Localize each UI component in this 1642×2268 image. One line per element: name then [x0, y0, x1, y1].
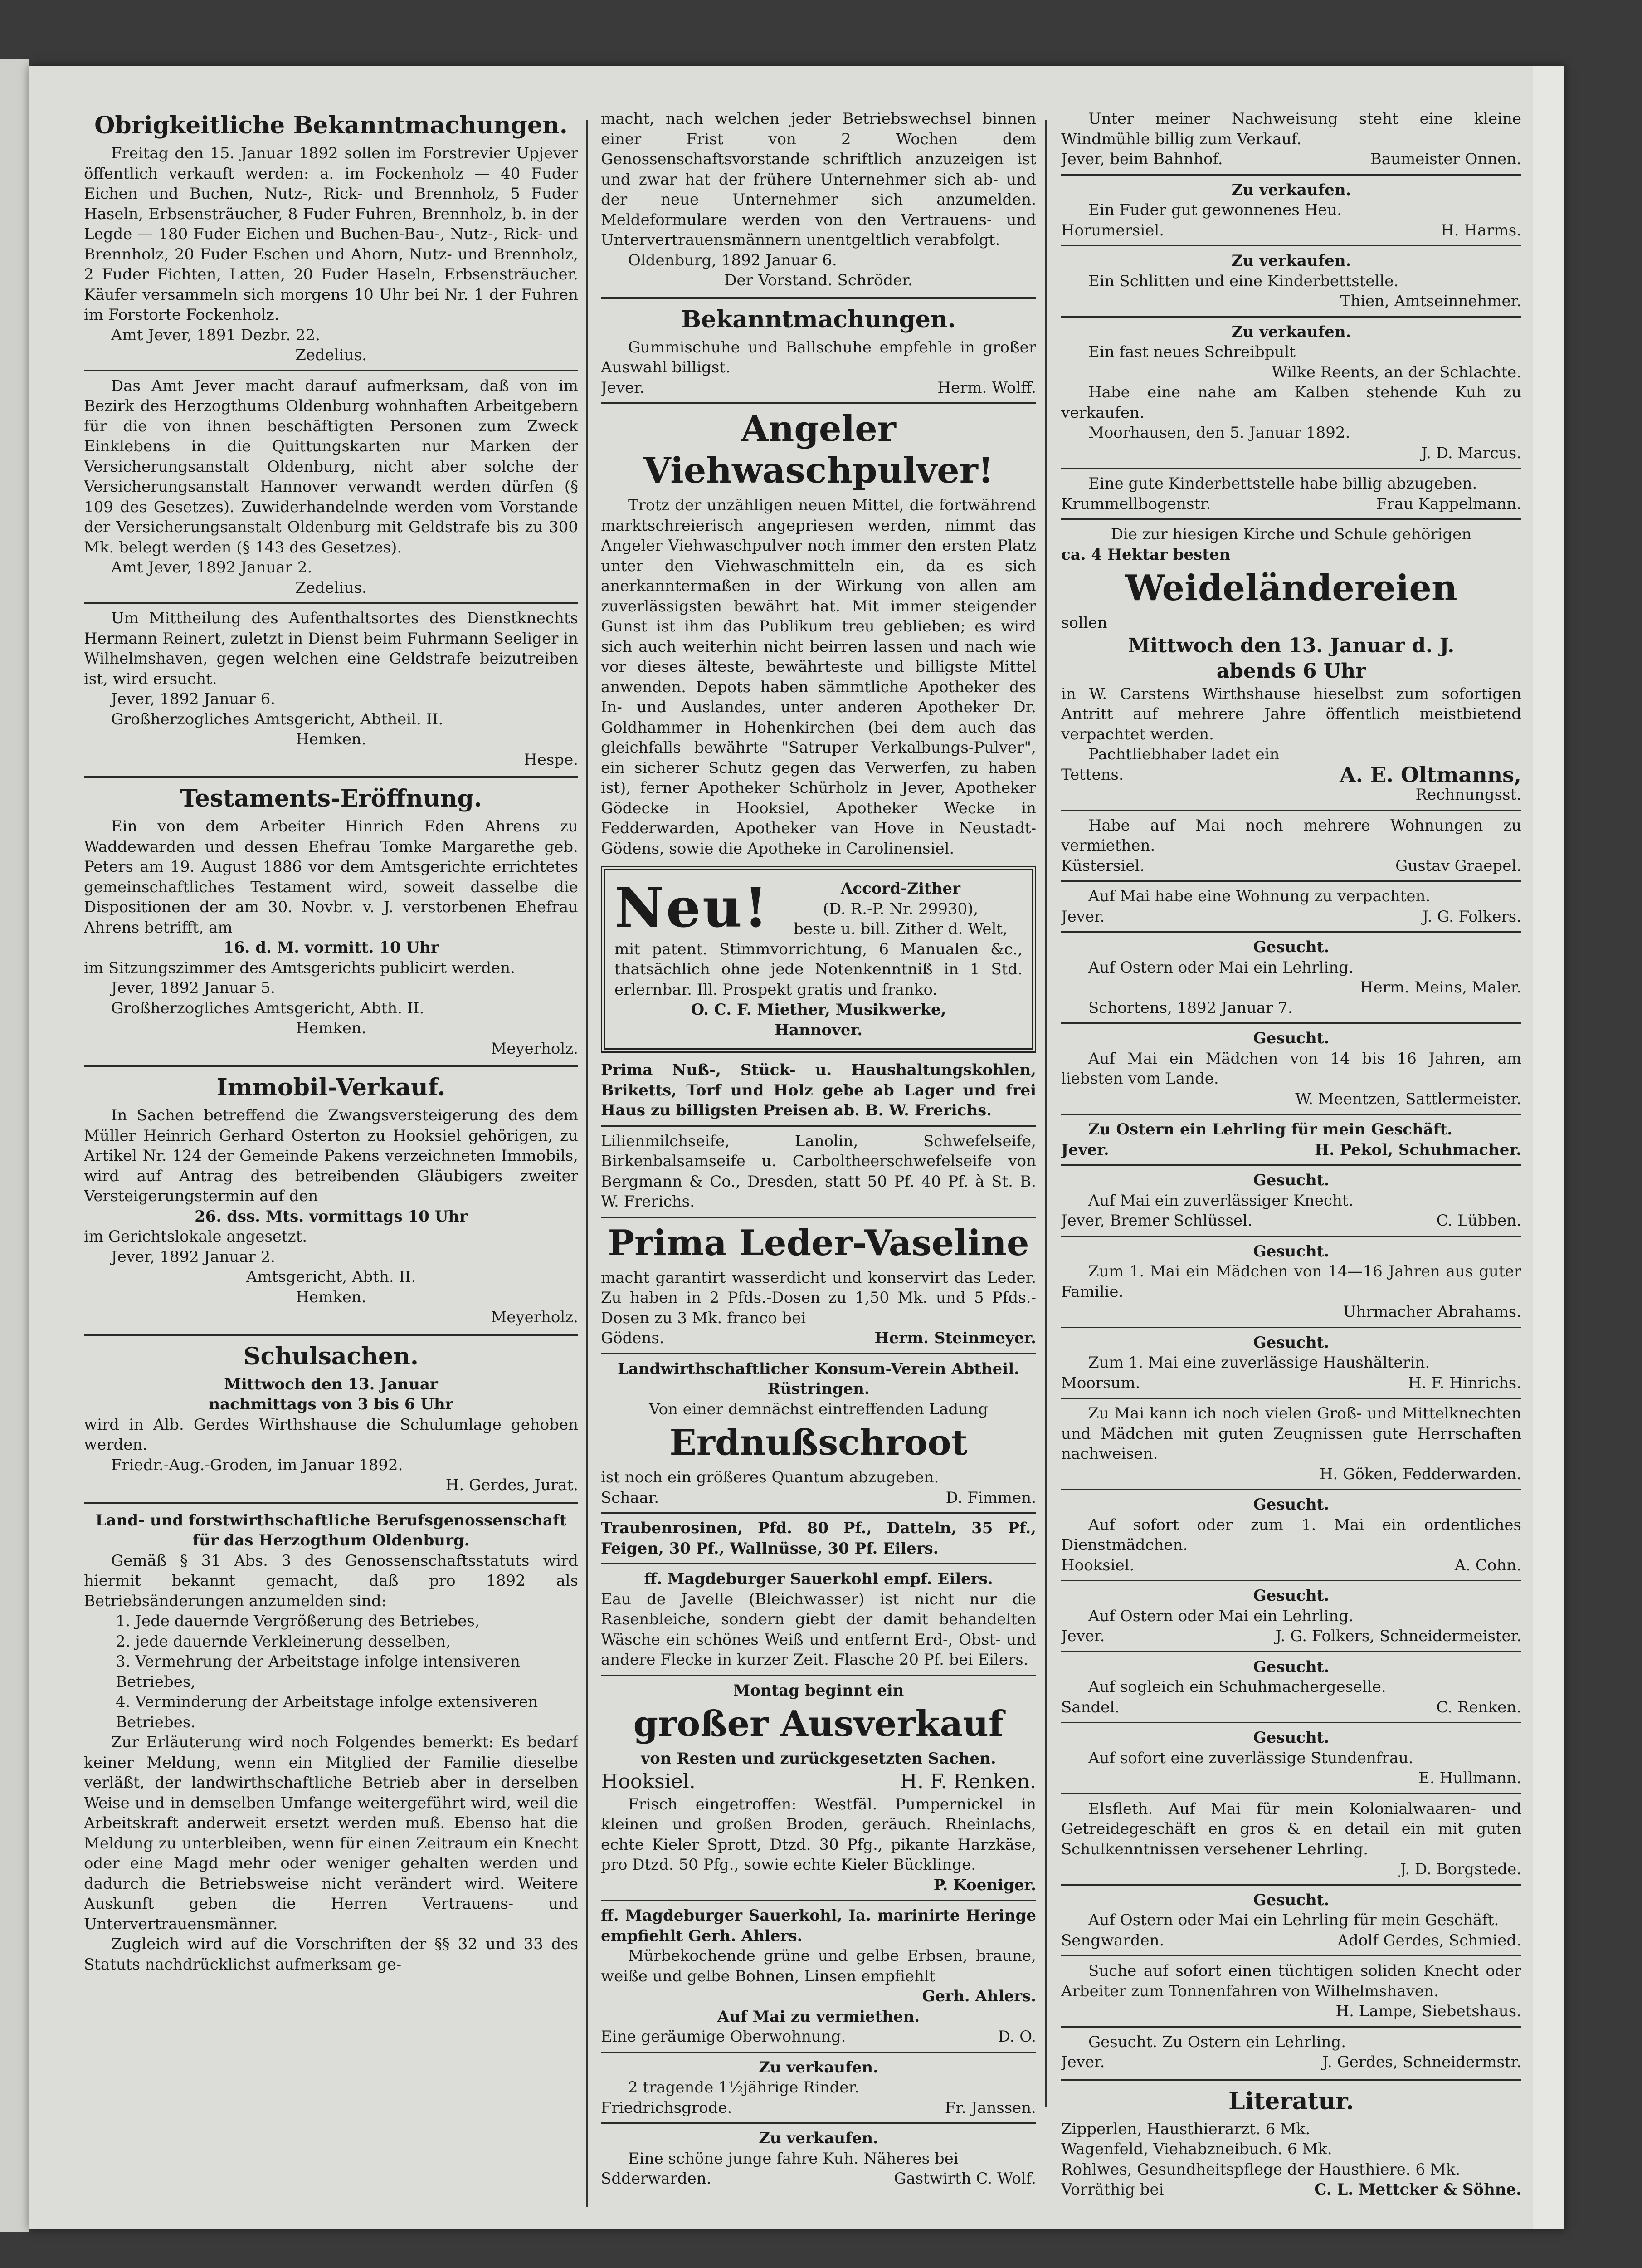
section-title: Testaments-Eröffnung.	[180, 785, 482, 812]
ad-place: Jever.	[1061, 1140, 1109, 1159]
divider	[601, 1563, 1036, 1564]
divider	[84, 776, 578, 778]
ad-text: Mürbekochende grüne und gelbe Erbsen, braune, weiße und gelbe Bohnen, Linsen empfiehlt	[601, 1947, 1036, 1985]
ad-headline: Gesucht.	[1253, 938, 1330, 956]
change-list	[84, 1611, 578, 1732]
ad-signature-line	[1061, 2052, 1521, 2072]
notice-text: Zugleich wird auf die Vorschriften der §§ 32 und 33 des Statuts nachdrücklichst aufmerksam ge-	[84, 1935, 578, 1974]
divider	[1061, 1884, 1521, 1886]
ad-line: von Resten und zurückgesetzten Sachen.	[641, 1750, 996, 1768]
ad-headline: Zu verkaufen.	[759, 2058, 878, 2077]
ad-headline: Gesucht.	[1253, 1242, 1330, 1261]
ad-text: Gummischuhe und Ballschuhe empfehle in großer Auswahl billigst.	[601, 338, 1036, 376]
divider	[601, 1217, 1036, 1218]
ad-text: Auf Mai ein Mädchen von 14 bis 16 Jahren, am liebsten vom Lande.	[1061, 1049, 1521, 1088]
ad-headline: Gesucht.	[1253, 1657, 1330, 1676]
divider	[1061, 1236, 1521, 1237]
book-entry: Rohlwes, Gesundheitspflege der Hausthiere. 6 Mk.	[1061, 2160, 1461, 2179]
ad-place: Schaar.	[601, 1488, 659, 1507]
divider	[601, 2052, 1036, 2053]
ad-text: Zu Ostern ein Lehrling für mein Geschäft.	[1088, 1120, 1452, 1139]
notice-court: Großherzogliches Amtsgericht, Abth. II.	[111, 999, 424, 1017]
ad-signature: A. E. Oltmanns,	[1340, 762, 1521, 787]
ad-text: Auf sogleich ein Schuhmachergeselle.	[1088, 1678, 1386, 1696]
ad-text: Frisch eingetroffen: Westfäl. Pumpernickel in kleinen und großen Broden, geräuch. Rheinlachs, echte Kieler Sprott, Dtzd. 30 Pfg., pikante Harzkäse, pro Dtzd. 50 Pfg., sowie echte Kieler Bücklinge.	[601, 1795, 1036, 1874]
ad-signature: Adolf Gerdes, Schmied.	[1337, 1931, 1521, 1950]
book-entry: Zipperlen, Hausthierarzt. 6 Mk.	[1061, 2120, 1311, 2138]
ad-signature: Herm. Steinmeyer.	[874, 1329, 1036, 1347]
ad-line: Montag beginnt ein	[733, 1681, 904, 1700]
ad-signature-line	[1061, 1626, 1521, 1647]
divider	[84, 1502, 578, 1504]
divider	[84, 1065, 578, 1067]
notice-text: im Gerichtslokale angesetzt.	[84, 1227, 307, 1246]
notice-when: Mittwoch den 13. Januar	[224, 1375, 438, 1393]
page-binding	[0, 59, 29, 2232]
ad-line: (D. R.-P. Nr. 29930),	[823, 899, 979, 918]
notice-signature: Hemken.	[296, 1288, 366, 1306]
ad-place: Jever.	[1061, 2053, 1105, 2071]
ad-place: Moorsum.	[1061, 1374, 1140, 1392]
ad-when: abends 6 Uhr	[1216, 659, 1366, 683]
ad-text: Auf Mai habe eine Wohnung zu verpachten.	[1088, 887, 1431, 905]
ad-text: ff. Magdeburger Sauerkohl empf. Eilers.	[644, 1570, 993, 1588]
ad-place: Friedrichsgrode.	[601, 2098, 732, 2117]
ad-signature: J. G. Folkers.	[1422, 907, 1521, 926]
notice-court: Amtsgericht, Abth. II.	[246, 1268, 416, 1286]
ad-place: Hooksiel.	[601, 1769, 696, 1793]
ad-text: Ein Schlitten und eine Kinderbettstelle.	[1088, 272, 1399, 290]
ad-signature: J. G. Folkers, Schneidermeister.	[1275, 1627, 1521, 1645]
ad-signature: Gerh. Ahlers.	[922, 1987, 1036, 2005]
ad-text: Ein fast neues Schreibpult	[1088, 343, 1296, 361]
ad-headline: Weideländereien	[1125, 567, 1457, 609]
column-3	[1061, 109, 1521, 2209]
ad-headline: Zu verkaufen.	[1231, 323, 1351, 341]
divider	[1061, 1580, 1521, 1581]
ad-headline: Gesucht.	[1253, 1496, 1330, 1514]
list-item: 3. Vermehrung der Arbeitstage infolge intensiveren Betriebes,	[116, 1652, 520, 1691]
newspaper-page	[29, 66, 1564, 2229]
notice-date: Amt Jever, 1891 Dezbr. 22.	[111, 326, 321, 344]
ad-place: Horumersiel.	[1061, 221, 1165, 240]
ad-text: Ein Fuder gut gewonnenes Heu.	[1088, 201, 1342, 219]
ad-signature-line	[601, 2027, 1036, 2047]
ad-signature: Hannover.	[774, 1021, 863, 1039]
list-item: 2. jede dauernde Verkleinerung desselben,	[116, 1632, 451, 1651]
ad-line: Die zur hiesigen Kirche und Schule gehörigen	[1111, 525, 1472, 543]
column-rule	[1045, 120, 1047, 2107]
divider	[1061, 1164, 1521, 1166]
ad-signature: D. O.	[998, 2028, 1036, 2046]
divider	[1061, 1114, 1521, 1115]
ad-text: mit patent. Stimmvorrichtung, 6 Manualen &c., thatsächlich ohne jede Notenkenntniß in 1 Std. erlernbar. Ill. Prospekt gratis und franko.	[614, 940, 1023, 999]
ad-signature-line	[601, 2169, 1036, 2189]
divider	[1061, 810, 1521, 811]
ad-text: Auf Ostern oder Mai ein Lehrling.	[1088, 958, 1354, 977]
ad-signature-line	[601, 1488, 1036, 1508]
ad-signature: Herm. Meins, Maler.	[1359, 978, 1521, 997]
divider	[1061, 245, 1521, 246]
notice-text: wird in Alb. Gerdes Wirthshause die Schulumlage gehoben werden.	[84, 1415, 578, 1454]
ad-signature-line	[1061, 856, 1521, 876]
ad-signature-line	[601, 378, 1036, 398]
ad-signature: H. F. Hinrichs.	[1408, 1374, 1521, 1392]
ad-place: Hooksiel.	[1061, 1556, 1135, 1574]
ad-place: Sengwarden.	[1061, 1931, 1165, 1950]
ad-line: ca. 4 Hektar besten	[1061, 545, 1231, 564]
section-title: Obrigkeitliche Bekanntmachungen.	[94, 112, 568, 139]
divider	[601, 1353, 1036, 1354]
ad-signature-line	[1061, 1931, 1521, 1951]
ad-text: Gesucht. Zu Ostern ein Lehrling.	[1088, 2033, 1346, 2051]
ad-signature: Gustav Graepel.	[1395, 856, 1521, 875]
section-title: Immobil-Verkauf.	[216, 1074, 446, 1101]
ad-place: Jever.	[1061, 1627, 1105, 1645]
ad-signature: E. Hullmann.	[1418, 1769, 1521, 1787]
divider	[1061, 1022, 1521, 1024]
notice-signature: Meyerholz.	[491, 1308, 578, 1326]
ad-signature-line	[601, 1328, 1036, 1349]
ad-line: Vorräthig bei	[1061, 2180, 1164, 2199]
ad-signature-line	[1061, 1697, 1521, 1718]
ad-signature-line	[1061, 1555, 1521, 1576]
ad-signature: W. Meentzen, Sattlermeister.	[1295, 1090, 1521, 1108]
notice-text: Um Mittheilung des Aufenthaltsortes des Dienstknechts Hermann Reinert, zuletzt in Dienst beim Fuhrmann Seeliger in Wilhelmshaven, gegen welchen eine Geldstrafe beizutreiben ist, wird ersucht.	[84, 609, 578, 688]
notice-when: 16. d. M. vormitt. 10 Uhr	[223, 938, 439, 957]
notice-date: Jever, 1892 Januar 6.	[111, 690, 276, 708]
ad-text: Elsfleth. Auf Mai für mein Kolonialwaaren- und Getreidegeschäft en gros & en detail ein mit guten Schulkenntnissen versehener Lehrling.	[1061, 1799, 1521, 1858]
ad-text: Auf sofort eine zuverlässige Stundenfrau.	[1088, 1749, 1413, 1767]
ad-headline: Zu verkaufen.	[1231, 252, 1351, 270]
ad-text: Lilienmilchseife, Lanolin, Schwefelseife, Birkenbalsamseife u. Carbolthеerschwefelseife von Bergmann & Co., Dresden, statt 50 Pf. 40 Pf. à St. B. W. Frerichs.	[601, 1132, 1036, 1211]
notice-date: Friedr.-Aug.-Groden, im Januar 1892.	[111, 1456, 403, 1474]
ad-text: Suche auf sofort einen tüchtigen soliden Knecht oder Arbeiter zum Tonnenfahren von Wilhelmshaven.	[1061, 1962, 1521, 2000]
ad-headline: Gesucht.	[1253, 1729, 1330, 1747]
ad-headline: Auf Mai zu vermiethen.	[717, 2007, 920, 2026]
ad-text: Eine geräumige Oberwohnung.	[601, 2028, 846, 2046]
divider	[1061, 1398, 1521, 1399]
ad-signature: C. Lübben.	[1436, 1212, 1521, 1230]
ad-signature-line	[1061, 1373, 1521, 1393]
section-title: Bekanntmachungen.	[681, 305, 956, 333]
notice-signature: Meyerholz.	[491, 1039, 578, 1058]
ad-signature: H. Harms.	[1441, 221, 1521, 240]
ad-headline: Gesucht.	[1253, 1029, 1330, 1047]
divider	[1061, 1651, 1521, 1652]
ad-text: ist noch ein größeres Quantum abzugeben.	[601, 1468, 939, 1486]
ad-place: Küstersiel.	[1061, 856, 1145, 875]
ad-text: Habe eine nahe am Kalben stehende Kuh zu verkaufen.	[1061, 383, 1521, 422]
ad-text: Zu Mai kann ich noch vielen Groß- und Mittelknechten und Mädchen mit guten Zeugnissen gute Herrschaften nachweisen.	[1061, 1404, 1521, 1463]
notice-signature: Zedelius.	[295, 578, 367, 597]
notice-signature: Der Vorstand. Schröder.	[724, 271, 913, 289]
ad-signature: H. Lampe, Siebetshaus.	[1335, 2002, 1521, 2020]
divider	[601, 1675, 1036, 1676]
divider	[1061, 931, 1521, 933]
ad-signature-line	[1061, 762, 1521, 787]
ad-signature: D. Fimmen.	[945, 1488, 1036, 1507]
ad-text: Auf Ostern oder Mai ein Lehrling.	[1088, 1607, 1354, 1625]
notice-date: Oldenburg, 1892 Januar 6.	[628, 251, 837, 269]
divider	[601, 1900, 1036, 1901]
ad-date: Schortens, 1892 Januar 7.	[1088, 998, 1293, 1017]
ad-headline: Gesucht.	[1253, 1171, 1330, 1189]
ad-signature: P. Koeniger.	[933, 1876, 1036, 1894]
ad-text: Eine gute Kinderbettstelle habe billig abzugeben.	[1088, 474, 1477, 493]
notice-when: nachmittags von 3 bis 6 Uhr	[209, 1395, 453, 1413]
ad-signature-line	[1061, 494, 1521, 514]
ad-text: Auf sofort oder zum 1. Mai ein ordentliches Dienstmädchen.	[1061, 1515, 1521, 1554]
ad-signature: Rechnungsst.	[1415, 786, 1521, 804]
ad-line: Von einer demnächst eintreffenden Ladung	[649, 1400, 988, 1418]
ad-text: 2 tragende 1½jährige Rinder.	[628, 2078, 859, 2097]
ad-text: Zum 1. Mai eine zuverlässige Haushälterin.	[1088, 1354, 1430, 1372]
divider	[1061, 1793, 1521, 1794]
ad-signature: H. Pekol, Schuhmacher.	[1314, 1140, 1521, 1159]
ad-headline: Erdnußschroot	[669, 1422, 968, 1463]
section-title: Schulsachen.	[243, 1342, 419, 1370]
ad-line: sollen	[1061, 614, 1107, 632]
ad-text: Zum 1. Mai ein Mädchen von 14—16 Jahren aus guter Familie.	[1061, 1262, 1521, 1301]
ad-headline: großer Ausverkauf	[633, 1703, 1004, 1745]
divider	[1061, 2026, 1521, 2028]
divider	[1061, 880, 1521, 882]
notice-date: Jever, 1892 Januar 5.	[111, 979, 276, 997]
notice-text: macht, nach welchen jeder Betriebswechsel binnen einer Frist von 2 Wochen dem Genossenschaftsvorstande schriftlich anzuzeigen ist und zwar hat der frühere Unternehmer sich ab- und der neue Unternehmer sich anzumelden. Meldeformulare werden von den Vertrauens- und Untervertrauensmännern unentgeltlich verabfolgt.	[601, 110, 1036, 249]
ad-place: Jever, Bremer Schlüssel.	[1061, 1212, 1252, 1230]
ad-signature: Gastwirth C. Wolf.	[894, 2170, 1036, 2188]
notice-signature: Hespe.	[524, 750, 578, 769]
ad-signature-line	[1061, 149, 1521, 170]
ad-signature: Baumeister Onnen.	[1370, 150, 1521, 168]
ad-signature: Wilke Reents, an der Schlachte.	[1272, 363, 1521, 381]
ad-signature: J. D. Marcus.	[1421, 444, 1521, 462]
ad-text: Eine schöne junge fahre Kuh. Näheres bei	[628, 2149, 959, 2168]
notice-text: Das Amt Jever macht darauf aufmerksam, daß von im Bezirk des Herzogthums Oldenburg wohnhaften Arbeitgebern für die von ihnen beschäftigten Personen zum Zweck Einklebens in die Quittungskarten nur Marken der Versicherungsanstalt Oldenburg, nicht aber solche der Versicherungsanstalt Hannover verwandt werden dürfen (§ 109 des Gesetzes). Zuwiderhandelnde werden vom Vorstande der Versicherungsanstalt Oldenburg mit Geldstrafe bis zu 300 Mk. belegt werden (§ 143 des Gesetzes).	[84, 376, 578, 557]
ad-place: Krummellbogenstr.	[1061, 494, 1211, 513]
ad-signature: Thien, Amtseinnehmer.	[1340, 292, 1521, 310]
divider	[601, 1125, 1036, 1127]
ad-headline: Zu verkaufen.	[1231, 181, 1351, 199]
notice-when: 26. dss. Mts. vormittags 10 Uhr	[195, 1207, 468, 1226]
divider	[84, 602, 578, 604]
notice-date: Amt Jever, 1892 Januar 2.	[111, 558, 312, 577]
ad-signature: Uhrmacher Abrahams.	[1343, 1303, 1521, 1321]
ad-place: Jever, beim Bahnhof.	[1061, 150, 1223, 168]
ad-text: ff. Magdeburger Sauerkohl, Ia. marinirte Heringe empfiehlt Gerh. Ahlers.	[601, 1906, 1036, 1945]
ad-headline: Zu verkaufen.	[759, 2129, 878, 2147]
ad-text: Pachtliebhaber ladet ein	[1088, 745, 1280, 763]
section-title: Land- und forstwirthschaftliche Berufsgenossenschaft für das Herzogthum Oldenburg.	[95, 1511, 567, 1549]
ad-signature: H. F. Renken.	[900, 1769, 1036, 1793]
divider	[1061, 468, 1521, 469]
divider	[601, 1512, 1036, 1514]
divider	[1061, 174, 1521, 176]
divider	[1061, 1327, 1521, 1328]
notice-text: Freitag den 15. Januar 1892 sollen im Forstrevier Upjever öffentlich verkauft werden: a. im Fockenholz — 40 Fuder Eichen und Buchen, Nutz-, Rick- und Brennholz, 5 Fuder Haseln, Erbsensträucher, 8 Fuder Fuhren, Brennholz, b. in der Legde — 180 Fuder Eichen und Buchen-Bau-, Nutz-, Rick- und Brennholz, 20 Fuder Eschen und Ahorn, Nutz- und Brennholz, 2 Fuder Fichten, Latten, 20 Fuder Haseln, Erbsensträucher. Käufer versammeln sich morgens 10 Uhr bei Nr. 1 der Fuhren im Forstorte Fockenholz.	[84, 144, 578, 324]
ad-signature-line	[1061, 220, 1521, 241]
notice-court: Großherzogliches Amtsgericht, Abtheil. II.	[111, 710, 443, 728]
ad-headline: Angeler Viehwaschpulver!	[643, 408, 994, 491]
ad-place: Jever.	[601, 378, 645, 397]
divider	[601, 297, 1036, 299]
notice-text: In Sachen betreffend die Zwangsversteigerung des dem Müller Heinrich Gerhard Osterton zu Hooksiel gehörigen, zu Artikel Nr. 124 der Gemeinde Pakens verzeichneten Immobils, wird auf Antrag des betreibenden Gläubigers zweiter Versteigerungstermin auf den	[84, 1106, 578, 1205]
ad-place: Tettens.	[1061, 765, 1124, 784]
divider	[1061, 2079, 1521, 2081]
divider	[1061, 518, 1521, 520]
column-2	[601, 109, 1036, 2209]
ad-signature: A. Cohn.	[1454, 1556, 1521, 1574]
divider	[84, 1334, 578, 1336]
notice-text: Zur Erläuterung wird noch Folgendes bemerkt: Es bedarf keiner Meldung, wenn ein Mitglied der Familie dieselbe verläßt, der landwirthschaftliche Betrieb aber in derselben Weise und in demselben Umfange weitergeführt wird, weil die Arbeitskraft anderweit ersetzt werden muß. Ebenso hat die Meldung zu unterbleiben, wenn für einen Zeitraum ein Knecht oder eine Magd mehr oder weniger gehalten werden und dadurch die Betriebsweise nicht verändert wird. Weitere Auskunft geben die Herren Vertrauens- und Untervertrauensmänner.	[84, 1733, 578, 1933]
ad-signature: C. L. Mettcker & Söhne.	[1314, 2180, 1521, 2199]
divider	[601, 402, 1036, 404]
notice-text: im Sitzungszimmer des Amtsgerichts publicirt werden.	[84, 958, 515, 977]
ad-text: Traubenrosinen, Pfd. 80 Pf., Datteln, 35 Pf., Feigen, 30 Pf., Wallnüsse, 30 Pf. Eilers.	[601, 1519, 1036, 1558]
ad-signature: C. Renken.	[1436, 1698, 1521, 1716]
ad-signature: H. Göken, Fedderwarden.	[1319, 1465, 1521, 1483]
ad-signature-line	[1061, 2180, 1521, 2200]
column-rule	[586, 120, 588, 2207]
ad-text: Auf Mai ein zuverlässiger Knecht.	[1088, 1191, 1354, 1210]
ad-signature-line	[1061, 907, 1521, 927]
ad-headline: Landwirthschaftlicher Konsum-Verein Abtheil. Rüstringen.	[618, 1359, 1019, 1398]
section-title: Literatur.	[1228, 2087, 1355, 2115]
ad-signature: J. Gerdes, Schneidermstr.	[1322, 2053, 1521, 2071]
divider	[601, 2122, 1036, 2124]
notice-signature: Hemken.	[296, 1019, 366, 1037]
ad-place: Sandel.	[1061, 1698, 1120, 1716]
ad-when: Mittwoch den 13. Januar d. J.	[1128, 634, 1455, 657]
book-entry: Wagenfeld, Viehabzneibuch. 6 Mk.	[1061, 2140, 1332, 2158]
divider	[1061, 316, 1521, 318]
ad-headline: Gesucht.	[1253, 1587, 1330, 1605]
ad-signature-line	[601, 2098, 1036, 2118]
ad-text: Eau de Javelle (Bleichwasser) ist nicht nur die Rasenbleiche, sondern giebt der damit behandelten Wäsche ein schönes Weiß und entfernt Erd-, Obst- und andere Flecke in kurzer Zeit. Flasche 20 Pf. bei Eilers.	[601, 1590, 1036, 1669]
notice-signature: H. Gerdes, Jurat.	[445, 1476, 578, 1494]
ad-signature: Herm. Wolff.	[937, 378, 1036, 397]
ad-headline: Gesucht.	[1253, 1891, 1330, 1909]
ad-date: Moorhausen, den 5. Januar 1892.	[1088, 424, 1350, 442]
ad-signature-line	[1061, 1211, 1521, 1231]
divider	[1061, 1722, 1521, 1723]
ad-text: Prima Nuß-, Stück- u. Haushaltungskohlen, Briketts, Torf und Holz gebe ab Lager und frei Haus zu billigsten Preisen ab. B. W. Frerichs.	[601, 1061, 1036, 1119]
ad-signature-line	[1061, 1140, 1521, 1160]
ad-headline: Prima Leder-Vaseline	[608, 1222, 1029, 1264]
ad-line: Accord-Zither	[841, 880, 960, 898]
list-item: 4. Verminderung der Arbeitstage infolge extensiveren Betriebes.	[116, 1693, 538, 1731]
ad-line: beste u. bill. Zither d. Welt,	[794, 920, 1008, 938]
ad-text: in W. Carstens Wirthshause hieselbst zum sofortigen Antritt auf mehrere Jahre öffentlich meistbietend verpachtet werden.	[1061, 684, 1521, 743]
ad-headline: Neu!	[614, 876, 770, 940]
notice-text: Gemäß § 31 Abs. 3 des Genossenschaftsstatuts wird hiermit bekannt gemacht, daß pro 1892 als Betriebsänderungen anzumelden sind:	[84, 1551, 578, 1610]
list-item: 1. Jede dauernde Vergrößerung des Betriebes,	[116, 1612, 480, 1630]
ad-signature: J. D. Borgstede.	[1400, 1860, 1521, 1878]
notice-date: Jever, 1892 Januar 2.	[111, 1247, 276, 1266]
ad-signature: Frau Kappelmann.	[1376, 494, 1521, 513]
ad-text: Unter meiner Nachweisung steht eine kleine Windmühle billig zum Verkauf.	[1061, 110, 1521, 148]
zither-ad-box	[601, 866, 1036, 1053]
divider	[1061, 1955, 1521, 1956]
ad-signature-line	[601, 1769, 1036, 1794]
ad-headline: Gesucht.	[1253, 1333, 1330, 1352]
ad-text: Auf Ostern oder Mai ein Lehrling für mein Geschäft.	[1088, 1911, 1499, 1929]
divider	[1061, 1489, 1521, 1490]
column-1	[84, 109, 578, 2209]
notice-text: Ein von dem Arbeiter Hinrich Eden Ahrens zu Waddewarden und dessen Ehefrau Tomke Margarethe geb. Peters am 19. August 1886 vor dem Amtsgerichte errichtetes gemeinschaftliches Testament wird, soweit dasselbe die Dispositionen der am 30. Novbr. v. J. verstorbenen Ehefrau Ahrens betrifft, am	[84, 817, 578, 937]
page-edge	[1533, 66, 1564, 2229]
ad-text: Habe auf Mai noch mehrere Wohnungen zu vermiethen.	[1061, 816, 1521, 855]
ad-signature: Fr. Janssen.	[945, 2098, 1036, 2117]
notice-signature: Zedelius.	[295, 346, 367, 364]
ad-text: macht garantirt wasserdicht und konservirt das Leder. Zu haben in 2 Pfds.-Dosen zu 1,50 Mk. und 5 Pfds.-Dosen zu 3 Mk. franco bei	[601, 1268, 1036, 1327]
ad-place: Sdderwarden.	[601, 2170, 711, 2188]
divider	[84, 370, 578, 371]
ad-place: Gödens.	[601, 1329, 664, 1347]
ad-place: Jever.	[1061, 907, 1105, 926]
notice-signature: Hemken.	[296, 730, 366, 748]
ad-signature: O. C. F. Miether, Musikwerke,	[691, 1001, 946, 1019]
ad-text: Trotz der unzähligen neuen Mittel, die fortwährend marktschreierisch angepriesen werden, nimmt das Angeler Viehwaschpulver noch immer den ersten Platz unter den Viehwaschmitteln ein, da es sich anerkanntermaßen in der Wirkung von allen am zuverlässigsten bewährt hat. Mit immer steigender Gunst ist ihm das Publikum treu geblieben; es wird sich auch weiterhin nicht beirren lassen und nach wie vor dieses älteste, bewährteste und billigste Mittel anwenden. Depots haben sämmtliche Apotheker des In- und Auslandes, unter anderen Apotheker Dr. Goldhammer in Hohenkirchen (bei dem auch das gleichfalls bewährte "Satruper Verkalbungs-Pulver", ein sicherer Schutz gegen das Verwerfen, zu haben ist), ferner Apotheker Schürholz in Jever, Apotheker Gödecke in Hooksiel, Apotheker Wecke in Fedderwarden, Apotheker van Hove in Neustadt-Gödens, sowie die Apotheke in Carolinensiel.	[601, 496, 1036, 858]
